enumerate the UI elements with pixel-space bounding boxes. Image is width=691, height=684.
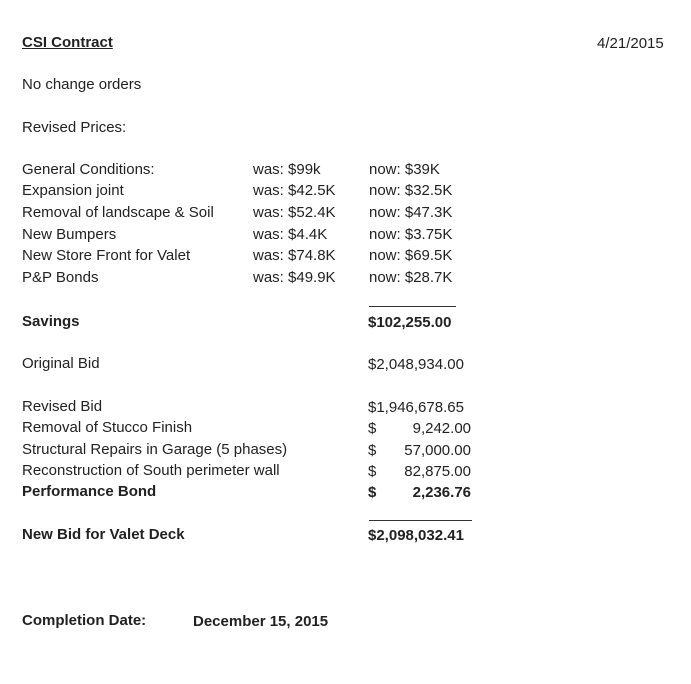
- price-row-was: was: $42.5K: [253, 182, 336, 199]
- savings-label: Savings: [22, 313, 80, 330]
- dollar-sign: $: [368, 484, 377, 501]
- bid-line-label: Performance Bond: [22, 483, 157, 500]
- price-row-now: now: $32.5K: [369, 182, 453, 199]
- savings-value: $102,255.00: [368, 314, 452, 331]
- price-row-was: was: $99k: [253, 161, 321, 178]
- original-bid-label: Original Bid: [22, 355, 100, 372]
- price-row-was: was: $49.9K: [253, 269, 336, 286]
- document-date: 4/21/2015: [597, 35, 664, 52]
- price-row-label: Expansion joint: [22, 182, 124, 199]
- price-row-now: now: $47.3K: [369, 204, 453, 221]
- dollar-sign: $: [368, 463, 377, 480]
- change-orders-note: No change orders: [22, 76, 142, 93]
- price-row-label: General Conditions:: [22, 161, 155, 178]
- price-row-label: New Store Front for Valet: [22, 247, 191, 264]
- bid-line-label: Removal of Stucco Finish: [22, 419, 193, 436]
- bid-line-amount: 57,000.00: [404, 442, 471, 459]
- bid-line-amount: 2,236.76: [412, 484, 471, 501]
- new-bid-label: New Bid for Valet Deck: [22, 526, 185, 543]
- bid-line-label: Reconstruction of South perimeter wall: [22, 462, 280, 479]
- bid-line-label: Revised Bid: [22, 398, 103, 415]
- price-row-label: New Bumpers: [22, 226, 117, 243]
- dollar-sign: $: [368, 420, 377, 437]
- new-bid-value: $2,098,032.41: [368, 527, 464, 544]
- bid-line-amount: 82,875.00: [404, 463, 471, 480]
- savings-divider: [369, 306, 456, 307]
- bid-line-amount: $1,946,678.65: [368, 399, 464, 416]
- price-row-now: now: $39K: [369, 161, 440, 178]
- bid-line-label: Structural Repairs in Garage (5 phases): [22, 441, 288, 458]
- price-row-label: P&P Bonds: [22, 269, 99, 286]
- completion-date-label: Completion Date:: [22, 612, 147, 629]
- new-bid-divider: [369, 520, 472, 521]
- price-row-label: Removal of landscape & Soil: [22, 204, 214, 221]
- price-row-now: now: $69.5K: [369, 247, 453, 264]
- price-row-now: now: $3.75K: [369, 226, 453, 243]
- price-row-now: now: $28.7K: [369, 269, 453, 286]
- price-row-was: was: $4.4K: [253, 226, 328, 243]
- document-title: CSI Contract: [22, 34, 113, 51]
- bid-line-amount: 9,242.00: [412, 420, 471, 437]
- revised-prices-heading: Revised Prices:: [22, 119, 127, 136]
- price-row-was: was: $74.8K: [253, 247, 336, 264]
- price-row-was: was: $52.4K: [253, 204, 336, 221]
- original-bid-value: $2,048,934.00: [368, 356, 464, 373]
- completion-date-value: December 15, 2015: [193, 613, 329, 630]
- dollar-sign: $: [368, 442, 377, 459]
